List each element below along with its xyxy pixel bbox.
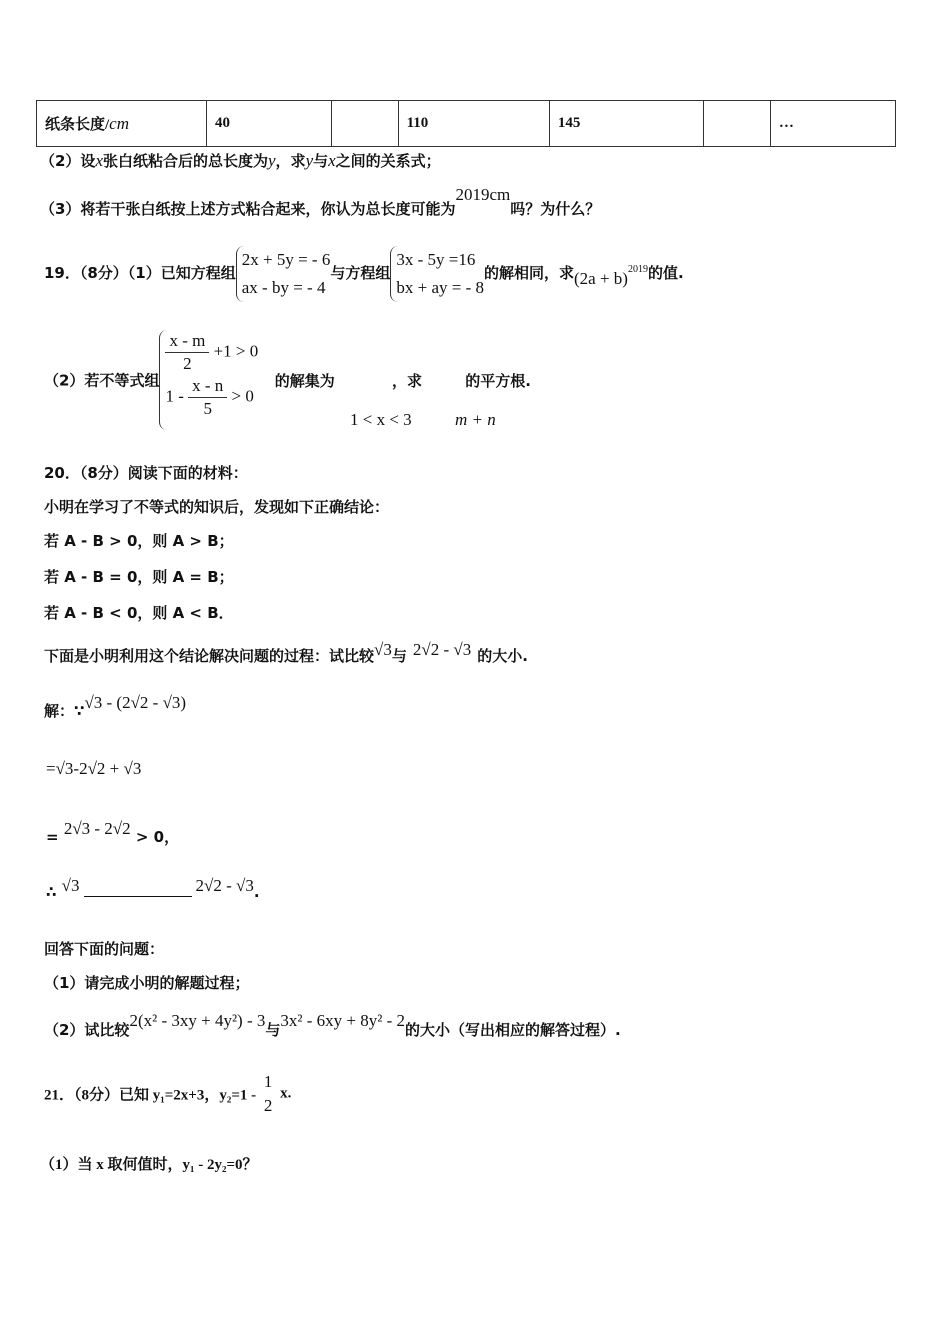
q20-part1: （1）请完成小明的解题过程；: [44, 974, 250, 992]
table-cell: …: [770, 101, 895, 147]
q19-part1: 19．（8分）（1）已知方程组 2x + 5y = - 6 ax - by = - 4 与方程组 3x - 5y =16 bx + ay = - 8 的解相同，求$(2a + b)^{2019}$的值.: [44, 240, 684, 303]
solution-line: 解：∵√3 - (2√2 - √3): [44, 693, 187, 720]
unit: cm: [109, 114, 129, 133]
table-cell: [704, 101, 770, 147]
conclusion-line: ∴ √3 2√2 - √3.: [46, 876, 260, 901]
answer-prompt: 回答下面的问题：: [44, 940, 165, 958]
answer-blank[interactable]: [84, 896, 192, 897]
equation-system-2: 3x - 5y =16 bx + ay = - 8: [390, 246, 484, 302]
q20-heading: 20．（8分）阅读下面的材料：: [44, 464, 248, 482]
solution-set: 1 < x < 3: [350, 410, 412, 429]
rule: 若 A - B > 0，则 A > B；: [44, 532, 234, 550]
table-cell: [332, 101, 398, 147]
q20-task: 下面是小明利用这个结论解决问题的过程：试比较√3与 2√2 - √3 的大小.: [44, 640, 528, 665]
inequality-system: $\frac{x - m}{2}$ +1 > 0 1 - $\frac{x - n}{5}$ > 0: [159, 330, 261, 430]
table-cell: 40: [207, 101, 332, 147]
table-header-cell: 纸条长度/cm: [37, 101, 207, 147]
q20-part2: （2）试比较2(x² - 3xy + 4y²) - 3与3x² - 6xy + 8y² - 2的大小（写出相应的解答过程）.: [44, 1011, 621, 1039]
q21-heading: 21．（8分）已知 y₁=2x+3，y₂=1 - 1 2 x.: [44, 1072, 292, 1115]
solution-step: = 2√3 - 2√2 > 0，: [46, 819, 180, 846]
rule: 若 A - B < 0，则 A < B．: [44, 604, 234, 622]
q21-part1: （1）当 x 取何值时，y₁ - 2y₂=0？: [40, 1157, 258, 1173]
q18-part3: （3）将若干张白纸按上述方式粘合起来，你认为总长度可能为2019cm吗？为什么？: [40, 185, 601, 218]
equation-system-1: 2x + 5y = - 6 ax - by = - 4: [236, 246, 331, 302]
q19-part2: （2）若不等式组 $\frac{x - m}{2}$ +1 > 0 1 - $\frac{x - n}{5}$ > 0 的解集为 ，求 的平方根.: [44, 330, 531, 430]
table-cell: 145: [549, 101, 703, 147]
m-plus-n: m + n: [455, 410, 496, 429]
length-table: [36, 100, 896, 147]
table-cell: 110: [398, 101, 549, 147]
q18-part2: （2）设x张白纸粘合后的总长度为y，求y与x之间的关系式；: [40, 151, 441, 170]
q20-intro: 小明在学习了不等式的知识后，发现如下正确结论：: [44, 498, 390, 516]
solution-step: =√3-2√2 + √3: [46, 759, 142, 778]
rule: 若 A - B = 0，则 A = B；: [44, 568, 234, 586]
